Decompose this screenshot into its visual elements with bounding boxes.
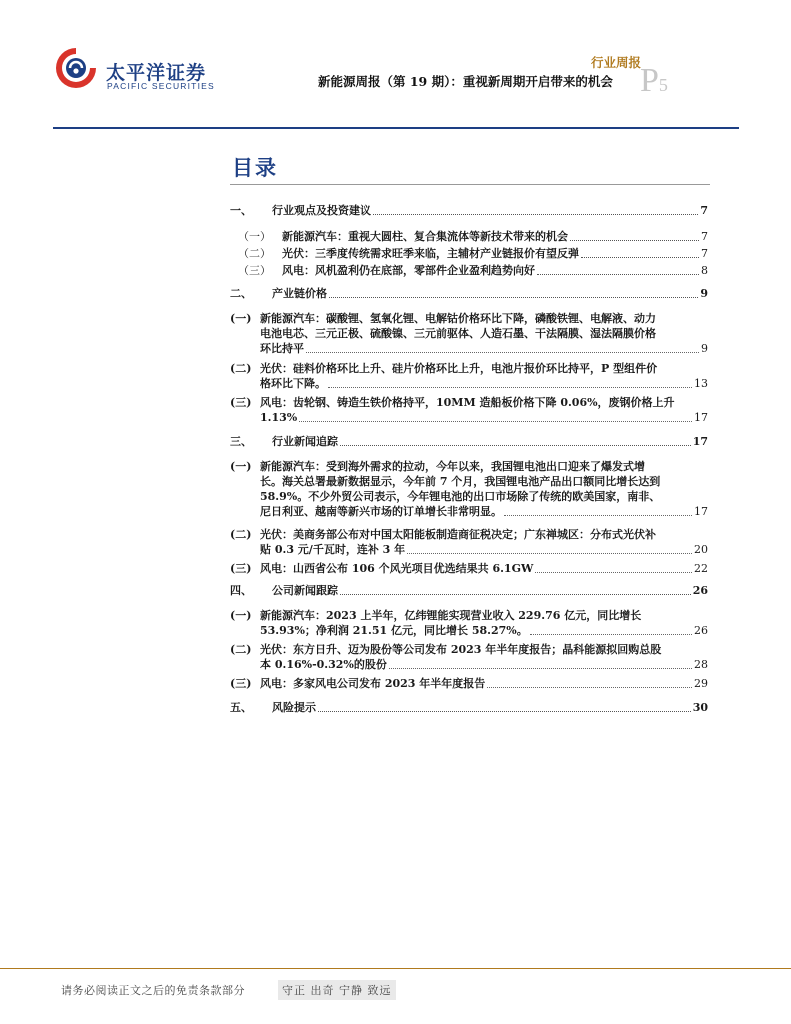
dot-leader [487,677,692,688]
dot-leader [530,624,692,635]
toc-entry-last-line [260,410,708,425]
header-divider [53,127,739,129]
toc-entry[interactable] [230,561,708,576]
toc-number: (一) [230,609,252,622]
toc-number: (三) [230,562,252,575]
toc-entry-label: 新能源汽车：重视大圆柱、复合集流体等新技术带来的机会 [282,230,568,243]
toc-subsection-2-1[interactable] [230,311,708,356]
toc-subsection-2-2[interactable] [230,361,708,391]
toc-entry-label: 风险提示 [272,701,316,714]
toc-number: (三) [230,677,252,690]
toc-entry-last-line [260,504,708,519]
toc-entry-line: 光伏：东方日升、迈为股份等公司发布 2023 年半年度报告；晶科能源拟回购总股 [260,643,662,656]
toc-number: （三） [238,264,271,277]
toc-number: (二) [230,362,252,375]
dot-leader [570,230,699,241]
toc-entry[interactable] [230,361,708,391]
dot-leader [340,435,691,446]
toc-entry-body [260,527,708,557]
toc-entry[interactable] [230,700,708,715]
toc-page-number: 9 [700,287,708,300]
toc-number: 四、 [230,584,252,597]
toc-number: 一、 [230,204,252,217]
toc-entry-line: 新能源汽车：受到海外需求的拉动，今年以来，我国锂电池出口迎来了爆发式增 [260,460,645,473]
toc-entry-body [260,459,708,519]
toc-page-number: 7 [701,247,708,260]
toc-entry-label: 公司新闻跟踪 [272,584,338,597]
toc-page-number: 20 [694,543,708,556]
toc-title-divider [230,184,710,185]
toc-entry-line: 本 0.16%-0.32%的股份 [260,658,387,671]
toc-entry-line: 1.13% [260,411,298,424]
toc-number: 三、 [230,435,252,448]
toc-page-number: 29 [694,677,708,690]
dot-leader [537,264,699,275]
toc-subsection-4-3[interactable] [230,676,708,691]
toc-subsection-2-3[interactable] [230,395,708,425]
toc-entry-line: 光伏：硅料价格环比上升、硅片价格环比上升，电池片报价环比持平，P 型组件价 [260,362,658,375]
toc-page-number: 17 [692,435,708,448]
toc-number: (二) [230,643,252,656]
toc-number: 二、 [230,287,252,300]
toc-entry-body [260,395,708,425]
toc-page-number: 13 [694,377,708,390]
toc-title: 目录 [232,155,278,180]
toc-entry-line: 电池电芯、三元正极、硫酸镍、三元前驱体、人造石墨、干法隔膜、湿法隔膜价格 [260,327,656,340]
toc-entry[interactable] [230,203,708,218]
toc-entry-last-line [260,657,708,672]
toc-entry[interactable] [230,608,708,638]
toc-entry[interactable] [230,583,708,598]
toc-subsection-4-2[interactable] [230,642,708,672]
toc-entry[interactable] [230,395,708,425]
toc-entry-line: 贴 0.3 元/千瓦时，连补 3 年 [260,543,406,556]
toc-entry-last-line [260,561,708,576]
toc-page-number: 7 [701,230,708,243]
toc-entry-line: 长。海关总署最新数据显示，今年前 7 个月，我国锂电池产品出口额同比增长达到 [260,475,661,488]
toc-number: (一) [230,460,252,473]
dot-leader [299,411,692,422]
toc-number: (三) [230,396,252,409]
toc-entry-last-line [260,676,708,691]
toc-subsection-1-3[interactable] [230,263,708,278]
dot-leader [306,342,699,353]
dot-leader [329,287,698,298]
toc-number: (二) [230,528,252,541]
page-letter: P [640,62,659,99]
toc-subsection-3-1[interactable] [230,459,708,519]
dot-leader [373,204,698,215]
dot-leader [581,247,699,258]
toc-subsection-3-3[interactable] [230,561,708,576]
dot-leader [504,505,692,516]
toc-section-4[interactable] [230,583,708,598]
toc-entry-line: 53.93%；净利润 21.51 亿元，同比增长 58.27%。 [260,624,528,637]
toc-number: （二） [238,247,271,260]
toc-number: （一） [238,230,271,243]
company-logo-icon [52,44,100,92]
toc-page-number: 30 [692,701,708,714]
toc-entry-line: 风电：齿轮钢、铸造生铁价格持平，10MM 造船板价格下降 0.06%，废钢价格上升 [260,396,675,409]
toc-entry-body [260,676,708,691]
dot-leader [318,701,691,712]
toc-entry[interactable] [230,527,708,557]
toc-number: 五、 [230,701,252,714]
toc-section-5[interactable] [230,700,708,715]
toc-page-number: 28 [694,658,708,671]
toc-entry-line: 风电：多家风电公司发布 2023 年半年度报告 [260,677,486,690]
dot-leader [328,377,692,388]
footer-divider [0,968,791,969]
toc-entry-line: 58.9%。不少外贸公司表示，今年锂电池的出口市场除了传统的欧美国家，南非、 [260,490,661,503]
toc-entry-line: 光伏：美商务部公布对中国太阳能板制造商征税决定；广东禅城区：分布式光伏补 [260,528,656,541]
toc-number: (一) [230,312,252,325]
toc-entry-body [260,642,708,672]
report-title: 新能源周报（第 19 期）：重视新周期开启带来的机会 [318,74,613,89]
toc-entry-body [260,311,708,356]
toc-entry-last-line [260,542,708,557]
toc-entry-line: 风电：山西省公布 106 个风光项目优选结果共 6.1GW [260,562,534,575]
toc-entry[interactable] [230,263,708,278]
toc-section-2[interactable] [230,286,708,301]
logo-english-name: PACIFIC SECURITIES [107,81,215,91]
toc-entry-line: 环比持平 [260,342,304,355]
toc-entry-body [260,361,708,391]
footer-motto: 守正 出奇 宁静 致远 [278,980,396,1000]
toc-entry-label: 风电：风机盈利仍在底部，零部件企业盈利趋势向好 [282,264,535,277]
dot-leader [535,562,692,573]
toc-entry-label: 产业链价格 [272,287,327,300]
toc-page-number: 26 [692,584,708,597]
toc-entry-last-line [260,623,708,638]
toc-subsection-3-2[interactable] [230,527,708,557]
toc-subsection-4-1[interactable] [230,608,708,638]
toc-entry[interactable] [230,311,708,356]
toc-page-number: 22 [694,562,708,575]
toc-entry-last-line [260,341,708,356]
logo-chinese-name: 太平洋证券 [106,62,207,84]
toc-subsection-1-1[interactable] [230,229,708,244]
toc-page-number: 8 [701,264,708,277]
toc-page-number: 7 [700,204,708,217]
toc-section-3[interactable] [230,434,708,449]
toc-section-1[interactable] [230,203,708,218]
toc-entry[interactable] [230,286,708,301]
toc-entry[interactable] [230,246,708,261]
toc-page-number: 17 [694,411,708,424]
toc-page-number: 17 [694,505,708,518]
toc-entry-label: 行业观点及投资建议 [272,204,371,217]
toc-entry-last-line [260,376,708,391]
footer-disclaimer: 请务必阅读正文之后的免责条款部分 [61,984,245,997]
dot-leader [389,658,692,669]
toc-entry-label: 行业新闻追踪 [272,435,338,448]
report-category: 行业周报 [590,55,641,70]
dot-leader [407,543,692,554]
toc-entry-line: 新能源汽车：2023 上半年，亿纬锂能实现营业收入 229.76 亿元，同比增长 [260,609,642,622]
toc-entry[interactable] [230,642,708,672]
page-indicator [640,62,668,100]
toc-page-number: 26 [694,624,708,637]
toc-page-number: 9 [701,342,708,355]
toc-entry[interactable] [230,676,708,691]
toc-entry[interactable] [230,229,708,244]
toc-entry-line: 新能源汽车：碳酸锂、氢氧化锂、电解钴价格环比下降，磷酸铁锂、电解液、动力 [260,312,656,325]
toc-entry-line: 尼日利亚、越南等新兴市场的订单增长非常明显。 [260,505,502,518]
page-number: 5 [658,75,668,95]
toc-entry[interactable] [230,434,708,449]
toc-entry-body [260,608,708,638]
dot-leader [340,584,691,595]
toc-entry-line: 格环比下降。 [260,377,326,390]
toc-entry-label: 光伏：三季度传统需求旺季来临，主辅材产业链报价有望反弹 [282,247,579,260]
toc-subsection-1-2[interactable] [230,246,708,261]
toc-entry[interactable] [230,459,708,519]
toc-entry-body [260,561,708,576]
